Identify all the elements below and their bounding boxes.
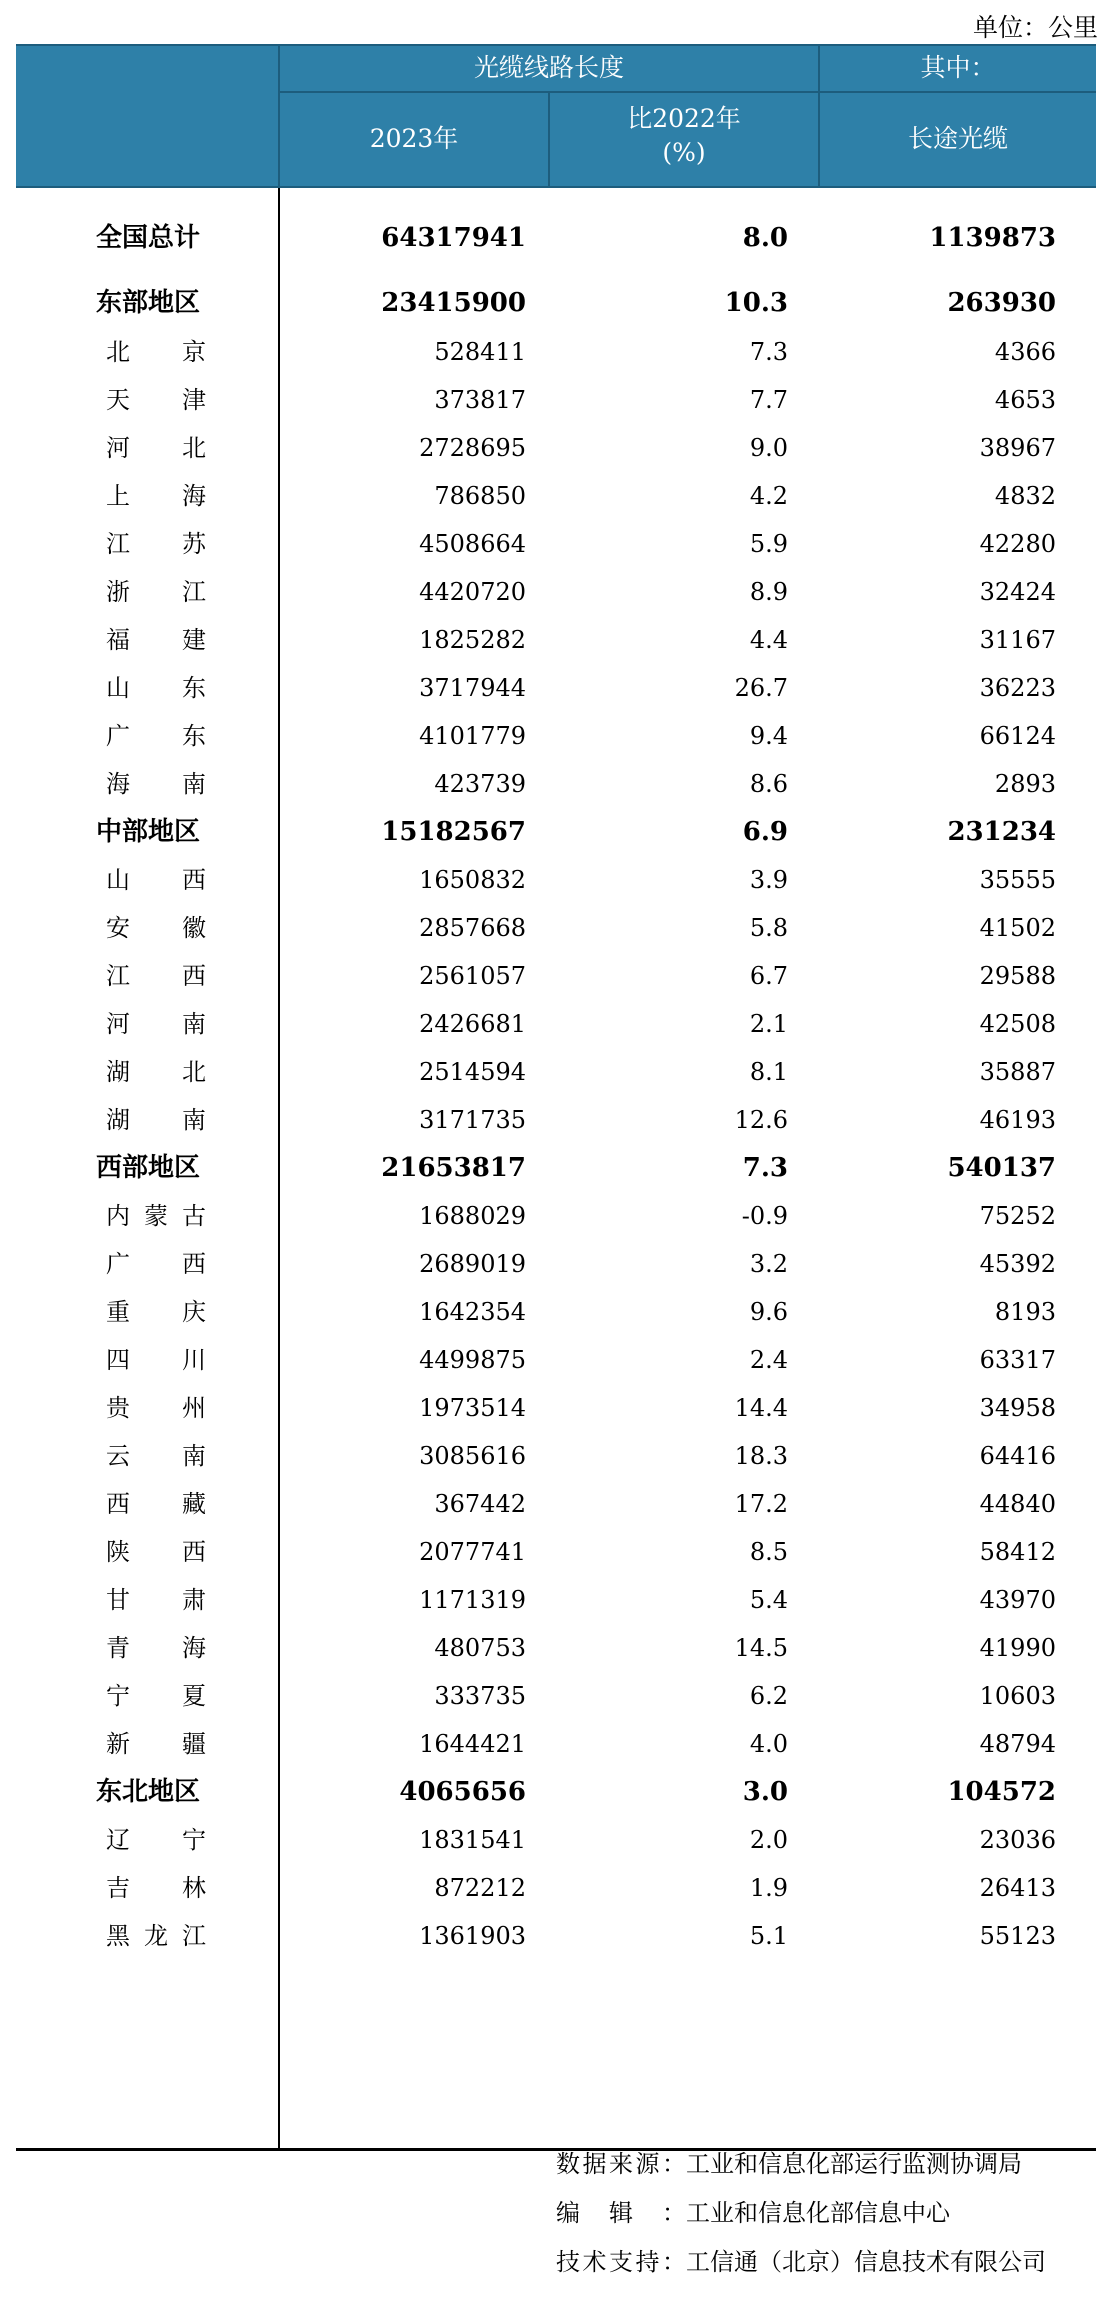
table-row xyxy=(16,1676,1096,1716)
row-length-2023: 1825282 xyxy=(419,626,526,654)
row-length-2023: 786850 xyxy=(434,482,526,510)
row-length-2023: 64317941 xyxy=(381,223,526,253)
row-long-distance: 42508 xyxy=(979,1010,1056,1038)
row-length-2023: 1688029 xyxy=(419,1202,526,1230)
table-row xyxy=(16,1004,1096,1044)
header-growth xyxy=(550,102,818,170)
table-row xyxy=(16,860,1096,900)
table-row xyxy=(16,1532,1096,1572)
row-name: 湖南 xyxy=(106,1106,206,1134)
footer-editor-label: 编辑： xyxy=(556,2199,686,2227)
table-row xyxy=(16,764,1096,804)
region-row xyxy=(16,1772,1096,1812)
table-row xyxy=(16,716,1096,756)
row-long-distance: 10603 xyxy=(979,1682,1056,1710)
row-length-2023: 1831541 xyxy=(419,1826,526,1854)
row-growth: 9.6 xyxy=(749,1298,788,1326)
row-growth: 3.2 xyxy=(749,1250,788,1278)
row-length-2023: 1650832 xyxy=(419,866,526,894)
table-header xyxy=(16,44,1096,188)
row-name: 湖北 xyxy=(106,1058,206,1086)
row-name: 广东 xyxy=(106,722,206,750)
row-length-2023: 1642354 xyxy=(419,1298,526,1326)
row-growth: 2.4 xyxy=(749,1346,788,1374)
row-long-distance: 75252 xyxy=(979,1202,1056,1230)
row-long-distance: 46193 xyxy=(979,1106,1056,1134)
header-growth-line2: (%) xyxy=(662,138,706,167)
row-length-2023: 2857668 xyxy=(419,914,526,942)
optical-cable-table xyxy=(16,44,1096,2151)
table-row xyxy=(16,380,1096,420)
row-length-2023: 2561057 xyxy=(419,962,526,990)
row-name: 辽宁 xyxy=(106,1826,206,1854)
table-row xyxy=(16,1628,1096,1668)
row-long-distance: 55123 xyxy=(979,1922,1056,1950)
row-length-2023: 528411 xyxy=(434,338,526,366)
unit-label: 单位：公里 xyxy=(972,13,1098,42)
row-long-distance: 41502 xyxy=(979,914,1056,942)
row-name: 江苏 xyxy=(106,530,206,558)
row-name: 河南 xyxy=(106,1010,206,1038)
row-long-distance: 32424 xyxy=(979,578,1056,606)
footer-source-value: 工业和信息化部运行监测协调局 xyxy=(686,2150,1022,2178)
row-long-distance: 26413 xyxy=(979,1874,1056,1902)
row-name: 贵州 xyxy=(106,1394,206,1422)
table-row xyxy=(16,1052,1096,1092)
row-length-2023: 333735 xyxy=(434,1682,526,1710)
row-growth: 7.3 xyxy=(742,1153,788,1183)
row-name: 天津 xyxy=(106,386,206,414)
row-long-distance: 231234 xyxy=(947,817,1056,847)
row-name: 青海 xyxy=(106,1634,206,1662)
header-year-2023: 2023年 xyxy=(369,124,459,153)
row-long-distance: 44840 xyxy=(979,1490,1056,1518)
row-growth: 4.4 xyxy=(749,626,788,654)
row-long-distance: 4832 xyxy=(994,482,1056,510)
row-growth: 5.8 xyxy=(749,914,788,942)
row-long-distance: 23036 xyxy=(979,1826,1056,1854)
row-name: 浙江 xyxy=(106,578,206,606)
row-growth: 5.9 xyxy=(749,530,788,558)
row-name: 中部地区 xyxy=(96,817,201,847)
row-name: 宁夏 xyxy=(106,1682,206,1710)
row-length-2023: 423739 xyxy=(434,770,526,798)
table-row xyxy=(16,1100,1096,1140)
row-long-distance: 1139873 xyxy=(929,223,1056,253)
header-cable-length: 光缆线路长度 xyxy=(473,53,624,82)
row-growth: 10.3 xyxy=(724,288,788,318)
table-row xyxy=(16,1916,1096,1956)
table-row xyxy=(16,956,1096,996)
row-length-2023: 3717944 xyxy=(419,674,526,702)
row-length-2023: 4508664 xyxy=(419,530,526,558)
row-growth: 3.9 xyxy=(749,866,788,894)
table-row xyxy=(16,620,1096,660)
row-long-distance: 45392 xyxy=(979,1250,1056,1278)
row-growth: 9.0 xyxy=(749,434,788,462)
row-long-distance: 43970 xyxy=(979,1586,1056,1614)
footer-editor-value: 工业和信息化部信息中心 xyxy=(686,2199,950,2227)
row-long-distance: 35555 xyxy=(979,866,1056,894)
table-row xyxy=(16,332,1096,372)
row-name: 全国总计 xyxy=(96,223,201,253)
row-long-distance: 41990 xyxy=(979,1634,1056,1662)
row-long-distance: 8193 xyxy=(994,1298,1056,1326)
row-growth: 7.3 xyxy=(749,338,788,366)
row-long-distance: 4653 xyxy=(994,386,1056,414)
table-row xyxy=(16,476,1096,516)
table-row xyxy=(16,572,1096,612)
row-length-2023: 2426681 xyxy=(419,1010,526,1038)
row-length-2023: 2728695 xyxy=(419,434,526,462)
row-length-2023: 4420720 xyxy=(419,578,526,606)
row-long-distance: 64416 xyxy=(979,1442,1056,1470)
table-row xyxy=(16,1820,1096,1860)
row-growth: 17.2 xyxy=(734,1490,788,1518)
footer-support-label: 技术支持： xyxy=(556,2248,686,2276)
row-name: 海南 xyxy=(106,770,206,798)
table-row xyxy=(16,1436,1096,1476)
footer-editor xyxy=(556,2193,950,2228)
row-length-2023: 4499875 xyxy=(419,1346,526,1374)
row-name: 陕西 xyxy=(106,1538,206,1566)
row-growth: -0.9 xyxy=(741,1202,788,1230)
table-row xyxy=(16,908,1096,948)
row-growth: 1.9 xyxy=(749,1874,788,1902)
row-long-distance: 63317 xyxy=(979,1346,1056,1374)
row-name: 山西 xyxy=(106,866,206,894)
row-growth: 8.1 xyxy=(749,1058,788,1086)
row-growth: 9.4 xyxy=(749,722,788,750)
table-row xyxy=(16,428,1096,468)
row-name: 北京 xyxy=(106,338,206,366)
row-growth: 26.7 xyxy=(734,674,788,702)
row-length-2023: 1973514 xyxy=(419,1394,526,1422)
row-name: 重庆 xyxy=(106,1298,206,1326)
row-long-distance: 34958 xyxy=(979,1394,1056,1422)
row-name: 山东 xyxy=(106,674,206,702)
row-long-distance: 540137 xyxy=(947,1153,1056,1183)
row-long-distance: 42280 xyxy=(979,530,1056,558)
row-long-distance: 58412 xyxy=(979,1538,1056,1566)
row-name: 广西 xyxy=(106,1250,206,1278)
table-row xyxy=(16,1484,1096,1524)
row-name: 河北 xyxy=(106,434,206,462)
row-length-2023: 4101779 xyxy=(419,722,526,750)
row-length-2023: 480753 xyxy=(434,1634,526,1662)
row-growth: 3.0 xyxy=(742,1777,788,1807)
table-row xyxy=(16,1388,1096,1428)
row-growth: 5.1 xyxy=(749,1922,788,1950)
row-length-2023: 23415900 xyxy=(381,288,526,318)
row-name: 福建 xyxy=(106,626,206,654)
header-long-distance: 长途光缆 xyxy=(907,124,1008,153)
row-growth: 5.4 xyxy=(749,1586,788,1614)
header-of-which: 其中： xyxy=(920,53,996,82)
table-row xyxy=(16,1868,1096,1908)
row-growth: 6.2 xyxy=(749,1682,788,1710)
table-row xyxy=(16,1340,1096,1380)
row-long-distance: 263930 xyxy=(947,288,1056,318)
row-long-distance: 31167 xyxy=(979,626,1056,654)
row-growth: 2.1 xyxy=(749,1010,788,1038)
region-row xyxy=(16,1148,1096,1188)
row-name: 云南 xyxy=(106,1442,206,1470)
row-name: 东北地区 xyxy=(96,1777,201,1807)
row-growth: 4.2 xyxy=(749,482,788,510)
row-name: 新疆 xyxy=(106,1730,206,1758)
row-growth: 14.5 xyxy=(734,1634,788,1662)
row-length-2023: 4065656 xyxy=(399,1777,526,1807)
row-long-distance: 48794 xyxy=(979,1730,1056,1758)
row-length-2023: 1171319 xyxy=(419,1586,526,1614)
row-growth: 12.6 xyxy=(734,1106,788,1134)
row-long-distance: 35887 xyxy=(979,1058,1056,1086)
row-name: 西藏 xyxy=(106,1490,206,1518)
table-row xyxy=(16,668,1096,708)
row-growth: 8.0 xyxy=(742,223,788,253)
row-length-2023: 872212 xyxy=(434,1874,526,1902)
row-long-distance: 2893 xyxy=(994,770,1056,798)
row-length-2023: 2689019 xyxy=(419,1250,526,1278)
row-long-distance: 29588 xyxy=(979,962,1056,990)
region-row xyxy=(16,218,1096,258)
row-name: 西部地区 xyxy=(96,1153,201,1183)
row-name: 内蒙古 xyxy=(106,1202,206,1230)
table-row xyxy=(16,1196,1096,1236)
footer-source xyxy=(556,2144,1022,2179)
row-name: 甘肃 xyxy=(106,1586,206,1614)
row-name: 江西 xyxy=(106,962,206,990)
row-growth: 7.7 xyxy=(749,386,788,414)
row-growth: 18.3 xyxy=(734,1442,788,1470)
row-long-distance: 38967 xyxy=(979,434,1056,462)
row-length-2023: 3171735 xyxy=(419,1106,526,1134)
row-name: 四川 xyxy=(106,1346,206,1374)
row-growth: 14.4 xyxy=(734,1394,788,1422)
footer-source-label: 数据来源： xyxy=(556,2150,686,2178)
footer-support xyxy=(556,2242,1046,2277)
row-name: 上海 xyxy=(106,482,206,510)
row-name: 安徽 xyxy=(106,914,206,942)
table-row xyxy=(16,1580,1096,1620)
row-length-2023: 15182567 xyxy=(381,817,526,847)
table-row xyxy=(16,1724,1096,1764)
row-length-2023: 1644421 xyxy=(419,1730,526,1758)
row-length-2023: 3085616 xyxy=(419,1442,526,1470)
header-growth-line1: 比2022年 xyxy=(627,104,741,133)
table-row xyxy=(16,1292,1096,1332)
row-name: 东部地区 xyxy=(96,288,201,318)
table-row xyxy=(16,524,1096,564)
row-growth: 8.6 xyxy=(749,770,788,798)
row-length-2023: 1361903 xyxy=(419,1922,526,1950)
row-growth: 6.9 xyxy=(742,817,788,847)
footer-support-value: 工信通（北京）信息技术有限公司 xyxy=(686,2248,1046,2276)
row-length-2023: 367442 xyxy=(434,1490,526,1518)
row-length-2023: 2077741 xyxy=(419,1538,526,1566)
table-body xyxy=(16,188,1096,2151)
row-name: 黑龙江 xyxy=(106,1922,206,1950)
row-name: 吉林 xyxy=(106,1874,206,1902)
table-row xyxy=(16,1244,1096,1284)
row-long-distance: 104572 xyxy=(947,1777,1056,1807)
row-growth: 2.0 xyxy=(749,1826,788,1854)
row-long-distance: 4366 xyxy=(994,338,1056,366)
region-row xyxy=(16,812,1096,852)
row-length-2023: 373817 xyxy=(434,386,526,414)
row-long-distance: 36223 xyxy=(979,674,1056,702)
row-growth: 8.5 xyxy=(749,1538,788,1566)
row-growth: 8.9 xyxy=(749,578,788,606)
region-row xyxy=(16,283,1096,323)
row-length-2023: 21653817 xyxy=(381,1153,526,1183)
row-growth: 4.0 xyxy=(749,1730,788,1758)
row-length-2023: 2514594 xyxy=(419,1058,526,1086)
row-growth: 6.7 xyxy=(749,962,788,990)
row-long-distance: 66124 xyxy=(979,722,1056,750)
